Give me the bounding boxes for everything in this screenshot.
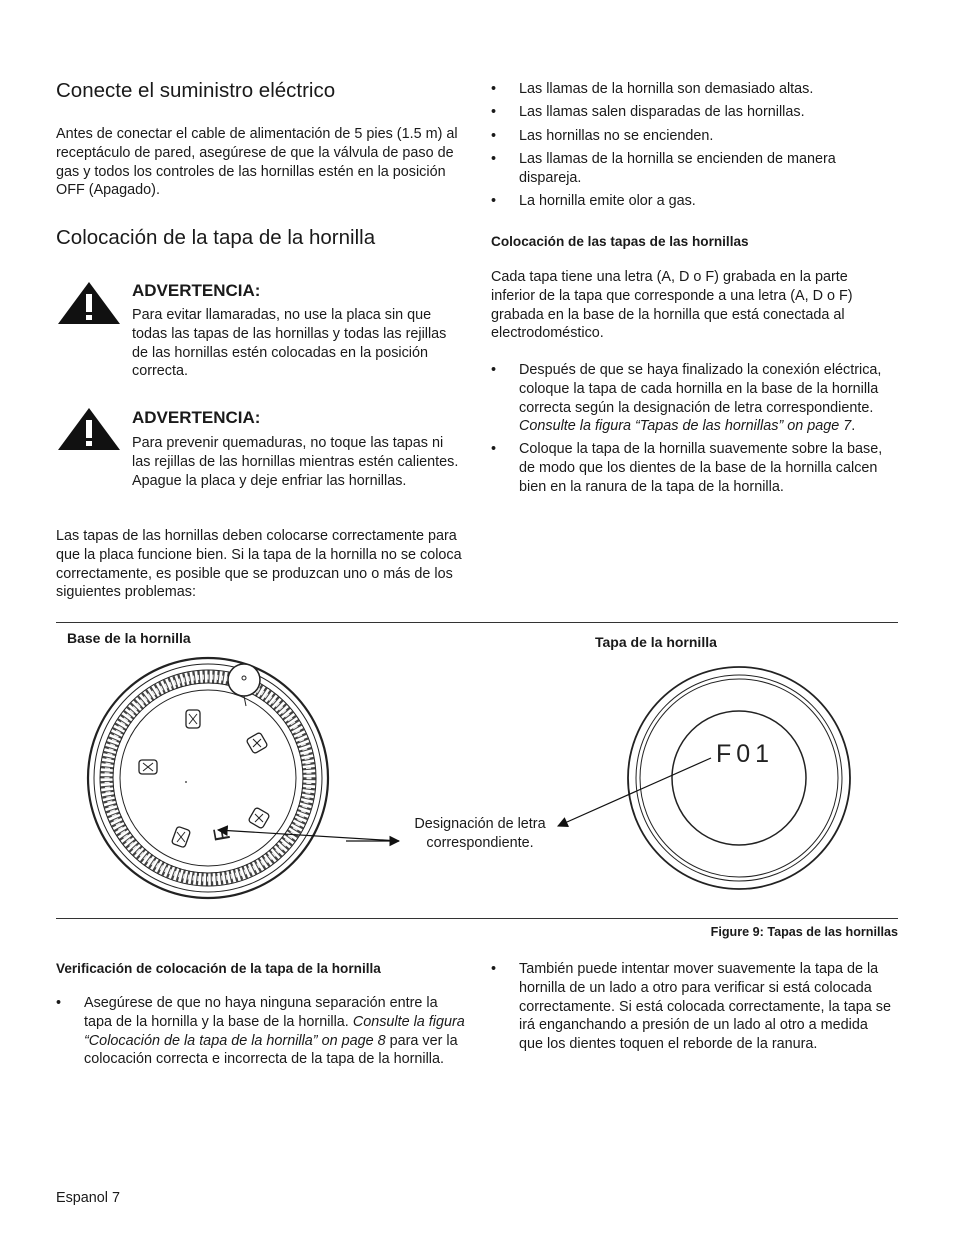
figure-caption: Figure 9: Tapas de las hornillas bbox=[710, 925, 898, 939]
intro-paragraph: Las tapas de las hornillas deben colocarse correctamente para que la placa funcione bien. Si la tapa de la hornilla no se coloca correctamente, es posible que se produzcan uno o más de los siguientes problemas: bbox=[56, 528, 462, 601]
callout-line: correspondiente. bbox=[426, 834, 534, 851]
problems-list bbox=[491, 80, 871, 211]
list-item: • Las hornillas no se encienden. bbox=[491, 127, 871, 146]
placement-list bbox=[491, 361, 897, 497]
warning-text: Para evitar llamaradas, no use la placa sin que todas las tapas de las hornillas y todas las rejillas de las hornillas estén colocadas en la posición correcta. bbox=[132, 307, 447, 380]
base-letter: F bbox=[208, 825, 236, 844]
wiggle-list bbox=[491, 960, 895, 1054]
figure-bottom-rule bbox=[56, 918, 898, 919]
electrical-paragraph: Antes de conectar el cable de alimentación de 5 pies (1.5 m) al receptáculo de pared, asegúrese de que la válvula de paso de gas y todos los controles de las hornillas estén en la posición OFF (Apagado). bbox=[56, 126, 458, 199]
burner-figure bbox=[56, 640, 898, 918]
bullet-end: . bbox=[851, 418, 856, 435]
list-item: • La hornilla emite olor a gas. bbox=[491, 192, 871, 211]
list-item: • Las llamas de la hornilla son demasiado altas. bbox=[491, 80, 871, 99]
warning-icon bbox=[56, 280, 122, 326]
list-item bbox=[491, 361, 897, 436]
list-item bbox=[56, 994, 466, 1069]
list-item: • Coloque la tapa de la hornilla suavemente sobre la base, de modo que los dientes de la base de la hornilla calcen bien en la ranura de la tapa de la hornilla. bbox=[491, 440, 897, 496]
bullet-text: Asegúrese de que no haya ninguna separación entre la tapa de la hornilla y la base de la hornilla. bbox=[84, 995, 438, 1030]
section-title-cap-placement: Colocación de la tapa de la hornilla bbox=[56, 226, 376, 249]
page-number: Espanol 7 bbox=[56, 1190, 121, 1206]
burner-base-drawing bbox=[88, 658, 328, 898]
figure-reference-link[interactable]: Consulte la figura “Tapas de las hornillas” on page 7 bbox=[519, 418, 852, 435]
cap-letter: F01 bbox=[716, 740, 775, 768]
list-item: • También puede intentar mover suavemente la tapa de la hornilla de un lado a otro para verificar si está colocada correctamente. Si está colocada correctamente, la tapa se irá enganchando a presión de un lado al otro a medida que los dientes toquen el reborde de la ranura. bbox=[491, 960, 895, 1054]
callout-line: Designación de letra bbox=[414, 816, 546, 832]
list-item: • Las llamas salen disparadas de las hornillas. bbox=[491, 103, 871, 122]
cap-letter-paragraph: Cada tapa tiene una letra (A, D o F) grabada en la parte inferior de la tapa que corresponde a una letra (A, D o F) grabada en la base de la hornilla que está conectada al electrodoméstico. bbox=[491, 269, 853, 342]
callout-label bbox=[400, 815, 560, 852]
section-title-electrical: Conecte el suministro eléctrico bbox=[56, 79, 336, 102]
warning-icon bbox=[56, 406, 122, 452]
subhead-verification: Verificación de colocación de la tapa de la hornilla bbox=[56, 961, 381, 976]
burner-cap-drawing bbox=[628, 667, 850, 889]
list-item: • Las llamas de la hornilla se encienden de manera dispareja. bbox=[491, 150, 871, 188]
figure-top-rule bbox=[56, 622, 898, 623]
figure-reference-link[interactable]: Consulte la figura “Colocación de la tapa de la hornilla” on page 8 bbox=[84, 1013, 465, 1049]
warning-text: Para prevenir quemaduras, no toque las tapas ni las rejillas de las hornillas mientras estén calientes. Apague la placa y deje enfriar las hornillas. bbox=[132, 435, 459, 489]
label-burner-base: Base de la hornilla bbox=[67, 630, 191, 646]
warning-title: ADVERTENCIA: bbox=[132, 408, 261, 427]
subhead-cap-placement: Colocación de las tapas de las hornillas bbox=[491, 234, 749, 249]
verification-list bbox=[56, 994, 466, 1069]
bullet-end: para ver la colocación correcta e incorrecta de la tapa de la hornilla. bbox=[84, 1032, 458, 1068]
label-burner-cap: Tapa de la hornilla bbox=[595, 634, 717, 650]
warning-title: ADVERTENCIA: bbox=[132, 281, 261, 300]
bullet-text: Después de que se haya finalizado la conexión eléctrica, coloque la tapa de cada hornilla en la base de la hornilla correcta según la designación de letra correspondiente. bbox=[519, 362, 882, 416]
